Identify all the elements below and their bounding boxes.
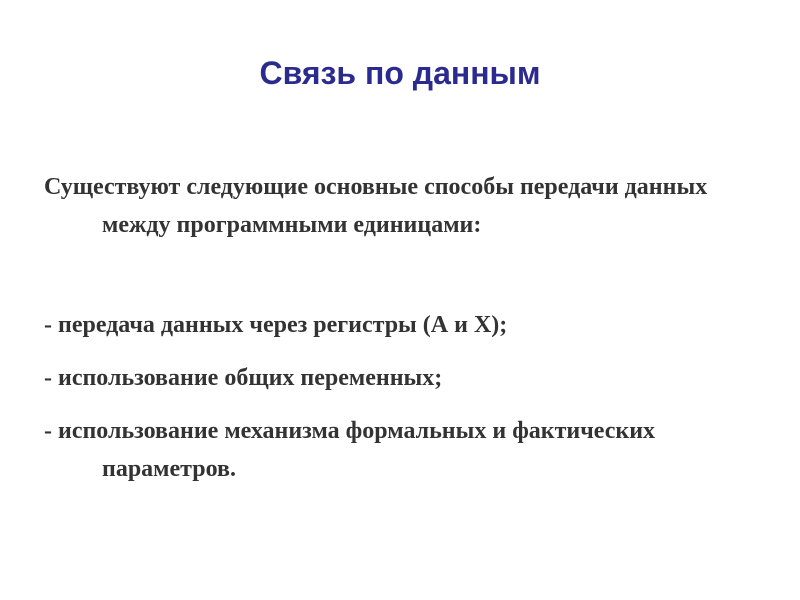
intro-paragraph: Существуют следующие основные способы передачи данных между программными единицами: (44, 174, 708, 238)
slide-title: Связь по данным (259, 55, 541, 91)
slide-body (44, 168, 764, 503)
list-item-registers: - передача данных через регистры (А и Х); (44, 312, 508, 338)
method-list (44, 306, 764, 488)
list-item-global-variables: - использование общих переменных; (44, 365, 443, 391)
list-item-parameters: - использование механизма формальных и фактических параметров. (44, 418, 656, 482)
